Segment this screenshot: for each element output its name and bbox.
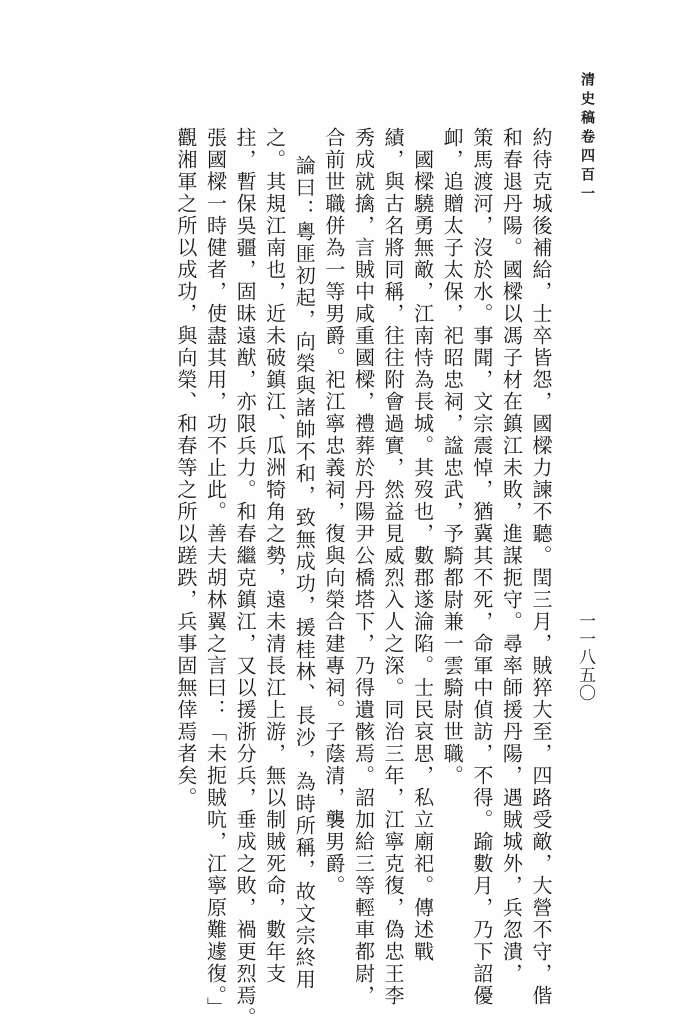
text-column: 績，與古名將同稱，往往附會過實，然益見威烈入人之深。同治三年，江寧克復，偽忠王李 (381, 127, 406, 1007)
text-column: 策馬渡河，沒於水。事聞，文宗震悼，猶冀其不死，命軍中偵訪，不得。踰數月，乃下詔優 (469, 127, 494, 1007)
running-header: 清史稿卷四百一 (579, 72, 595, 205)
text-column: 之。其規江南也，近未破鎮江、瓜洲犄角之勢，遠未清長江上游，無以制賊死命，數年支 (262, 127, 287, 985)
text-column: 觀湘軍之所以成功，與向榮、和春等之所以蹉跌，兵事固無倖焉者矣。 (173, 127, 198, 809)
text-column: 秀成就擒，言賊中咸重國樑，禮葬於丹陽尹公橋塔下，乃得遺骸焉。詔加給三等輕車都尉， (351, 127, 376, 1007)
body-text (170, 127, 555, 1029)
text-column: 論曰：粵匪初起，向榮與諸帥不和，致無成功，援桂林、長沙，為時所稱，故文宗終用 (292, 155, 317, 991)
text-column: 合前世職併為一等男爵。祀江寧忠義祠，復與向榮合建專祠。子蔭清，襲男爵。 (321, 127, 346, 897)
text-column: 約待克城後補給，士卒皆怨，國樑力諫不聽。閏三月，賊猝大至，四路受敵，大營不守，偕 (529, 127, 553, 1007)
text-column: 卹，追贈太子太保，祀昭忠祠，諡忠武，予騎都尉兼一雲騎尉世職。 (440, 127, 465, 787)
text-column: 國樑驍勇無敵，江南恃為長城。其歿也，數郡遂淪陷。士民哀思，私立廟祀。傳述戰 (410, 149, 435, 963)
text-column: 和春退丹陽。國樑以馮子材在鎮江未敗，進謀扼守。尋率師援丹陽，遇賊城外，兵忽潰， (499, 127, 524, 985)
text-column: 張國樑一時健者，使盡其用，功不止此。善夫胡林翼之言曰：「未扼賊吭，江寧原難遽復。」 (203, 127, 228, 1019)
text-column: 拄，暫保吳疆，固昧遠猷，亦限兵力。和春繼克鎮江，又以援浙分兵，垂成之敗，禍更烈焉。 (233, 127, 258, 1029)
page-number: 一一八五〇 (575, 612, 595, 702)
